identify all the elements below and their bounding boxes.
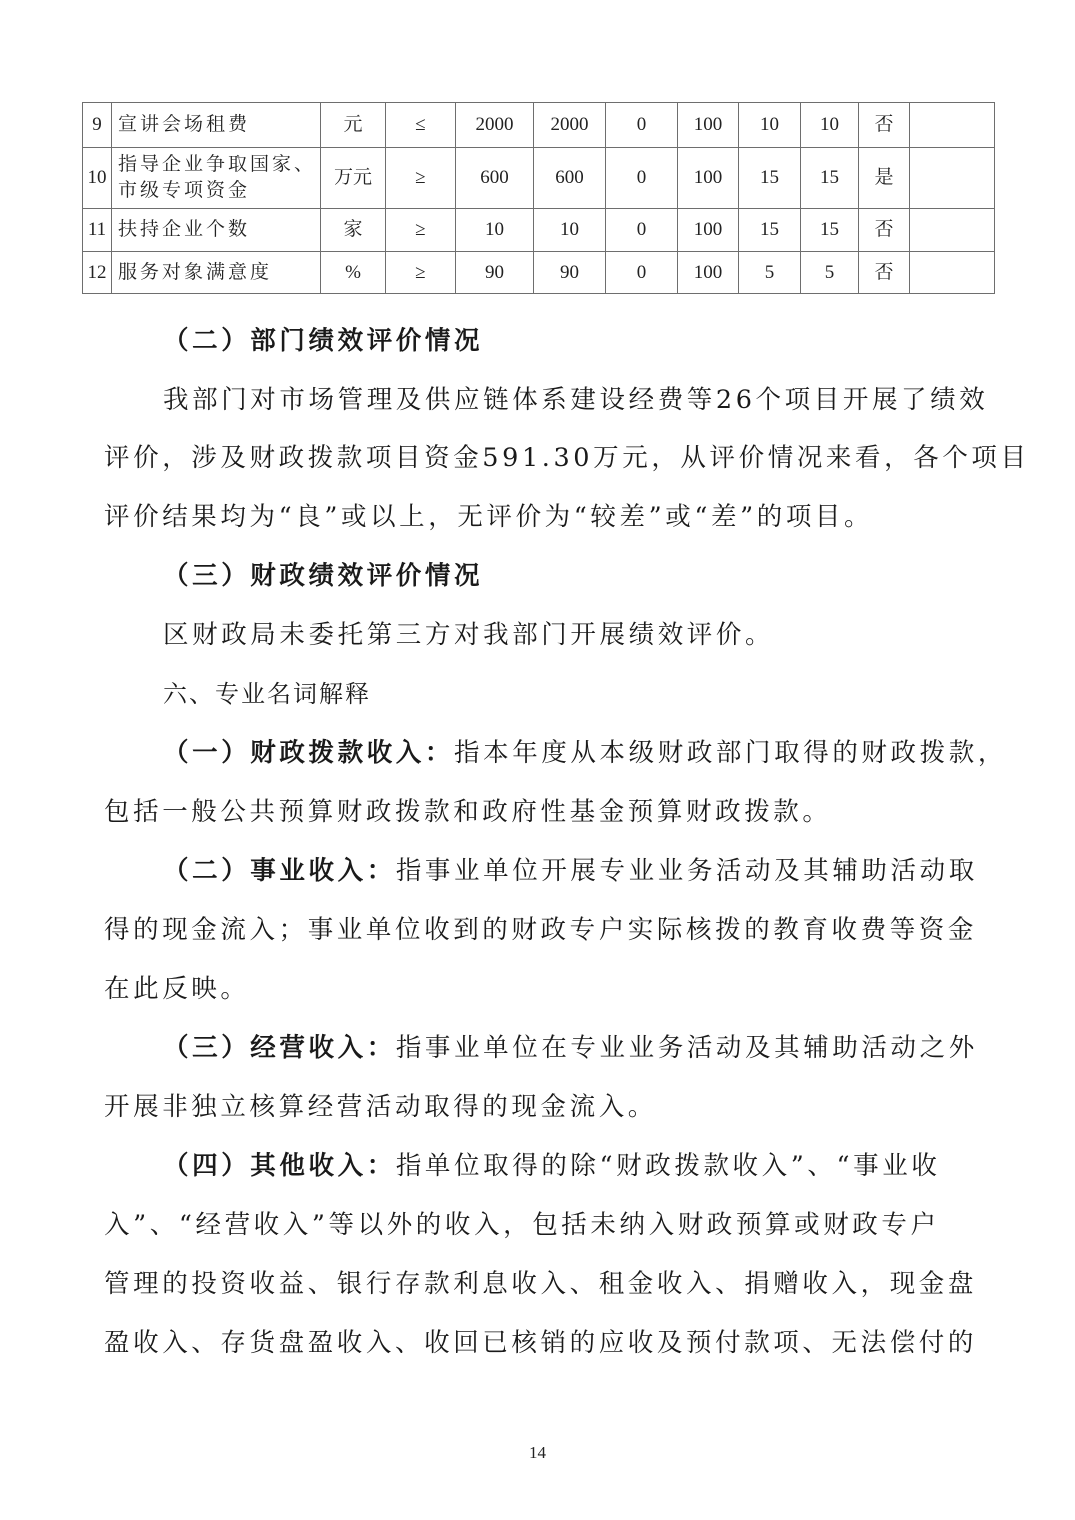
row-number: 12 — [83, 252, 112, 294]
glossary-term: （一）财政拨款收入： — [163, 738, 455, 768]
operator-cell: ≥ — [386, 209, 456, 252]
paragraph-line: 评价结果均为“良”或以上，无评价为“较差”或“差”的项目。 — [104, 502, 874, 532]
indicator-name — [112, 148, 321, 209]
glossary-item-operating-income — [163, 1028, 976, 1064]
actual-value: 2000 — [534, 103, 606, 148]
deviation-value: 0 — [606, 148, 678, 209]
note-cell — [910, 148, 995, 209]
glossary-definition: 指单位取得的除“财政拨款收入”、“事业收 — [395, 1151, 941, 1181]
completion-rate: 100 — [678, 209, 739, 252]
target-value: 90 — [456, 252, 534, 294]
indicator-name: 服务对象满意度 — [112, 252, 321, 294]
score-value: 15 — [801, 148, 859, 209]
paragraph-line: 管理的投资收益、银行存款利息收入、租金收入、捐赠收入，现金盘 — [104, 1269, 978, 1299]
page-number: 14 — [529, 1443, 546, 1462]
paragraph-line: 评价，涉及财政拨款项目资金591.30万元，从评价情况来看，各个项目 — [104, 443, 1030, 473]
weight-value: 15 — [739, 209, 801, 252]
operator-cell: ≥ — [386, 148, 456, 209]
note-cell — [910, 103, 995, 148]
note-cell — [910, 252, 995, 294]
deviation-value: 0 — [606, 209, 678, 252]
target-value: 10 — [456, 209, 534, 252]
glossary-definition: 指事业单位开展专业业务活动及其辅助活动取 — [395, 856, 978, 886]
paragraph-line: 得的现金流入；事业单位收到的财政专户实际核拨的教育收费等资金 — [104, 915, 978, 945]
core-indicator-flag: 否 — [859, 252, 910, 294]
completion-rate: 100 — [678, 252, 739, 294]
glossary-item-other-income — [163, 1146, 976, 1182]
note-cell — [910, 209, 995, 252]
table-row — [83, 148, 995, 209]
paragraph-line: 我部门对市场管理及供应链体系建设经费等26个项目开展了绩效 — [163, 385, 989, 415]
section-heading-dept-eval: （二）部门绩效评价情况 — [163, 326, 484, 356]
actual-value: 600 — [534, 148, 606, 209]
glossary-term: （四）其他收入： — [163, 1151, 396, 1181]
score-value: 5 — [801, 252, 859, 294]
indicator-name-line: 指导企业争取国家、 — [118, 154, 317, 175]
weight-value: 15 — [739, 148, 801, 209]
indicator-name-line: 市级专项资金 — [118, 180, 251, 201]
row-number: 9 — [83, 103, 112, 148]
glossary-item-fiscal-appropriation — [163, 733, 1007, 769]
operator-cell: ≤ — [386, 103, 456, 148]
performance-indicator-table — [82, 102, 995, 294]
deviation-value: 0 — [606, 103, 678, 148]
glossary-term: （三）经营收入： — [163, 1033, 396, 1063]
unit-cell: 万元 — [321, 148, 386, 209]
score-value: 10 — [801, 103, 859, 148]
weight-value: 10 — [739, 103, 801, 148]
paragraph-line: 包括一般公共预算财政拨款和政府性基金预算财政拨款。 — [104, 797, 832, 827]
table-row — [83, 209, 995, 252]
chapter-heading-glossary: 六、专业名词解释 — [163, 680, 371, 708]
weight-value: 5 — [739, 252, 801, 294]
paragraph-line: 入”、“经营收入”等以外的收入，包括未纳入财政预算或财政专户 — [104, 1210, 940, 1240]
glossary-item-business-income — [163, 851, 976, 887]
completion-rate: 100 — [678, 148, 739, 209]
unit-cell: 家 — [321, 209, 386, 252]
paragraph-line: 区财政局未委托第三方对我部门开展绩效评价。 — [163, 620, 775, 650]
indicator-name: 扶持企业个数 — [112, 209, 321, 252]
deviation-value: 0 — [606, 252, 678, 294]
completion-rate: 100 — [678, 103, 739, 148]
core-indicator-flag: 否 — [859, 103, 910, 148]
glossary-definition: 指事业单位在专业业务活动及其辅助活动之外 — [395, 1033, 978, 1063]
paragraph-line: 盈收入、存货盘盈收入、收回已核销的应收及预付款项、无法偿付的 — [104, 1328, 978, 1358]
paragraph-line: 在此反映。 — [104, 974, 250, 1004]
section-heading-fiscal-eval: （三）财政绩效评价情况 — [163, 561, 484, 591]
core-indicator-flag: 是 — [859, 148, 910, 209]
actual-value: 90 — [534, 252, 606, 294]
table-row — [83, 252, 995, 294]
glossary-term: （二）事业收入： — [163, 856, 396, 886]
target-value: 600 — [456, 148, 534, 209]
unit-cell: % — [321, 252, 386, 294]
score-value: 15 — [801, 209, 859, 252]
unit-cell: 元 — [321, 103, 386, 148]
row-number: 11 — [83, 209, 112, 252]
core-indicator-flag: 否 — [859, 209, 910, 252]
paragraph-line: 开展非独立核算经营活动取得的现金流入。 — [104, 1092, 657, 1122]
table-row — [83, 103, 995, 148]
glossary-definition: 指本年度从本级财政部门取得的财政拨款， — [454, 738, 1007, 768]
target-value: 2000 — [456, 103, 534, 148]
indicator-name: 宣讲会场租费 — [112, 103, 321, 148]
operator-cell: ≥ — [386, 252, 456, 294]
row-number: 10 — [83, 148, 112, 209]
actual-value: 10 — [534, 209, 606, 252]
